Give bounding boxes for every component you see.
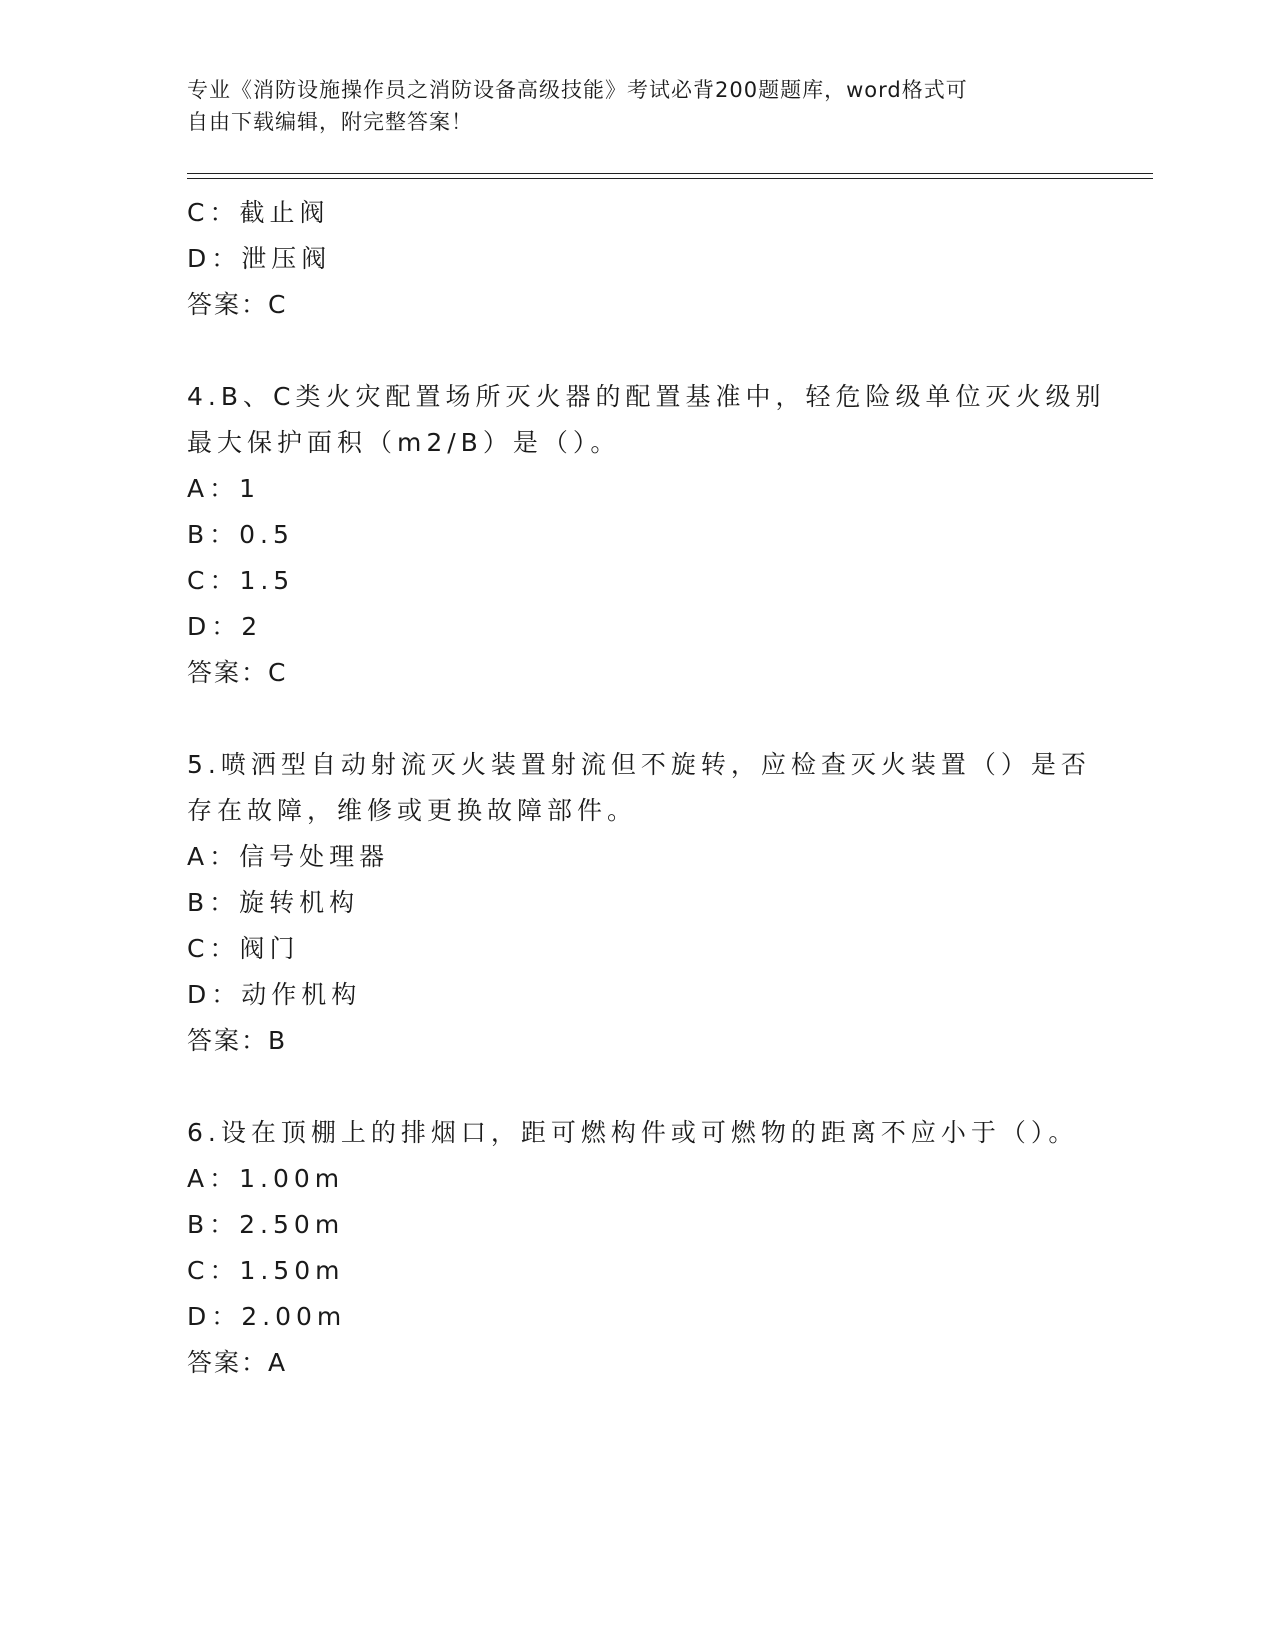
question-text bbox=[187, 374, 1106, 466]
option-a: A：1 bbox=[187, 474, 261, 503]
option-d: D：泄压阀 bbox=[187, 244, 332, 273]
question-line: 4.B、C类火灾配置场所灭火器的配置基准中，轻危险级单位灭火级别 bbox=[187, 382, 1106, 411]
option-a: A：信号处理器 bbox=[187, 842, 390, 871]
header-rule-top bbox=[187, 173, 1153, 174]
answer: 答案：B bbox=[187, 1026, 288, 1055]
option-c: C：1.50m bbox=[187, 1256, 345, 1285]
option-c: C：1.5 bbox=[187, 566, 295, 595]
header-line-1: 专业《消防设施操作员之消防设备高级技能》考试必背200题题库，word格式可 bbox=[187, 78, 968, 102]
question-3-partial bbox=[187, 190, 1087, 328]
spacer bbox=[187, 1064, 1087, 1110]
answer: 答案：A bbox=[187, 1348, 288, 1377]
header-rule-bottom bbox=[187, 178, 1153, 179]
question-6 bbox=[187, 1110, 1087, 1386]
option-b: B：旋转机构 bbox=[187, 888, 360, 917]
question-text bbox=[187, 742, 1091, 834]
option-d: D：2 bbox=[187, 612, 263, 641]
option-b: B：2.50m bbox=[187, 1210, 345, 1239]
question-line: 6.设在顶棚上的排烟口，距可燃构件或可燃物的距离不应小于（）。 bbox=[187, 1118, 1079, 1147]
question-text bbox=[187, 1110, 1087, 1156]
question-4 bbox=[187, 374, 1106, 696]
option-b: B：0.5 bbox=[187, 520, 294, 549]
question-content bbox=[187, 190, 1106, 1386]
header-line-2: 自由下载编辑，附完整答案！ bbox=[187, 110, 473, 134]
page-header bbox=[187, 74, 1067, 138]
question-line: 最大保护面积（m2/B）是（）。 bbox=[187, 428, 621, 457]
question-line: 5.喷洒型自动射流灭火装置射流但不旋转，应检查灭火装置（）是否 bbox=[187, 750, 1091, 779]
answer: 答案：C bbox=[187, 658, 288, 687]
option-c: C：阀门 bbox=[187, 934, 300, 963]
option-c: C：截止阀 bbox=[187, 198, 330, 227]
option-d: D：动作机构 bbox=[187, 980, 362, 1009]
spacer bbox=[187, 328, 1087, 374]
option-a: A：1.00m bbox=[187, 1164, 345, 1193]
question-line: 存在故障，维修或更换故障部件。 bbox=[187, 796, 638, 825]
question-5 bbox=[187, 742, 1091, 1064]
option-d: D：2.00m bbox=[187, 1302, 347, 1331]
spacer bbox=[187, 696, 1087, 742]
answer: 答案：C bbox=[187, 290, 288, 319]
